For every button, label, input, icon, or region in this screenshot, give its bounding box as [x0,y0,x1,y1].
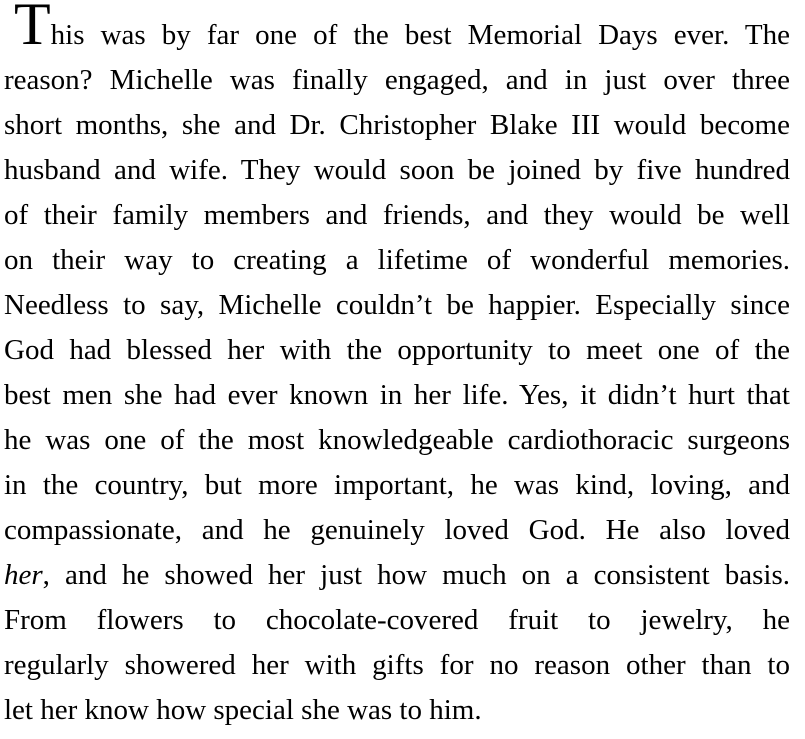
text-line: From flowers to chocolate-covered fruit to jewelry, he [4,604,790,636]
italic-word-her: her [4,559,43,591]
text-line: husband and wife. They would soon be joined by five hundred [4,154,790,186]
line-text: , and he showed her just how much on a consistent basis. [42,559,790,591]
text-line: best men she had ever known in her life. Yes, it didn’t hurt that [4,379,790,411]
text-line: compassionate, and he genuinely loved God. He also loved [4,514,790,546]
text-line [4,553,790,598]
text-line: reason? Michelle was finally engaged, and in just over three [4,64,790,96]
text-line: in the country, but more important, he was kind, loving, and [4,469,790,501]
raised-cap-initial: T [14,0,51,57]
line-text: his was by far one of the best Memorial Days ever. The [50,19,790,51]
text-line: on their way to creating a lifetime of wonderful memories. [4,244,790,276]
text-line: regularly showered her with gifts for no reason other than to [4,649,790,681]
text-line: short months, she and Dr. Christopher Blake III would become [4,109,790,141]
text-line: let her know how special she was to him. [4,694,482,726]
text-line [4,0,790,58]
text-line: he was one of the most knowledgeable cardiothoracic surgeons [4,424,790,456]
text-line: God had blessed her with the opportunity to meet one of the [4,334,790,366]
text-line: of their family members and friends, and they would be well [4,199,790,231]
text-line: Needless to say, Michelle couldn’t be happier. Especially since [4,289,790,321]
